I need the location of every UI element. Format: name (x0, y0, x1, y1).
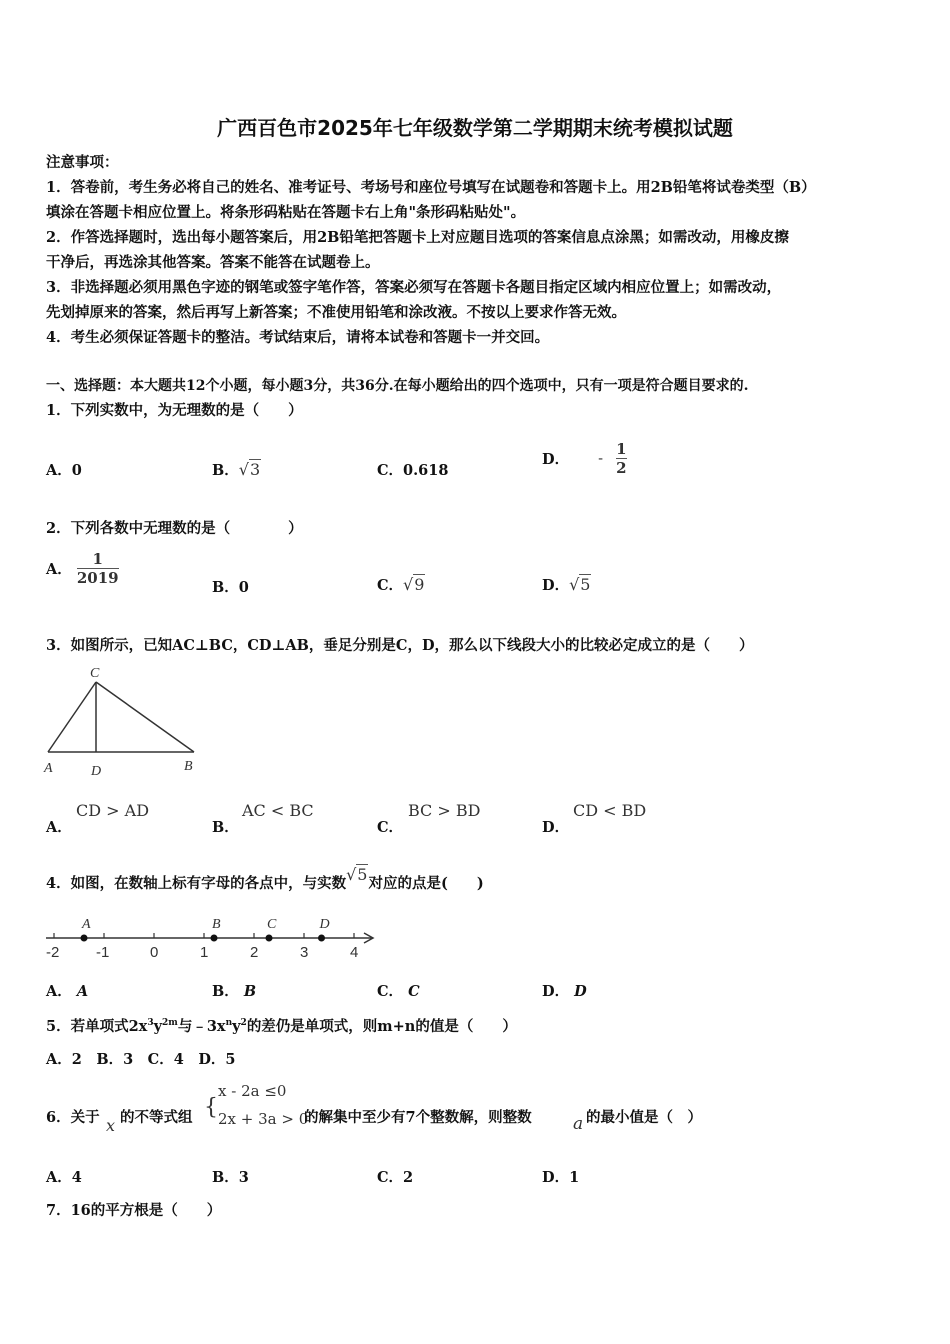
q2-option-c: C．√9 (377, 575, 425, 594)
question-1-stem: 1．下列实数中，为无理数的是（ ） (46, 402, 303, 419)
question-6-stem-post: 的最小值是（ ） (586, 1109, 702, 1126)
label-a: A (44, 761, 53, 776)
sqrt-symbol: √3 (238, 460, 261, 479)
q4-option-d: D． D (542, 983, 587, 1000)
tick-label: 4 (350, 944, 359, 961)
q3-option-a-expr: CD > AD (76, 801, 150, 820)
notice-line: 先划掉原来的答案，然后再写上新答案；不准使用铅笔和涂改液。不按以上要求作答无效。 (46, 304, 626, 321)
label-b: B (184, 759, 193, 774)
q4-option-b: B． B (212, 983, 257, 1000)
brace-symbol: { (204, 1095, 218, 1120)
notice-line: 2．作答选择题时，选出每小题答案后，用2B铅笔把答题卡上对应题目选项的答案信息点涂黑；如需改动，用橡皮擦 (46, 229, 789, 246)
tick-label: -1 (96, 944, 110, 961)
point-label: B (212, 917, 221, 932)
tick-label: 3 (300, 944, 309, 961)
point-label: D (319, 917, 330, 932)
tick-label: 1 (200, 944, 209, 961)
q1-option-d: D． - $\frac{1}{2}$ (542, 440, 627, 477)
point-label: C (267, 917, 277, 932)
question-5-stem: 5．若单项式$2x^3y^{2m}$与$﹣3x^ny^2$的差仍是单项式，则m+n的值是（ ） (46, 1017, 517, 1035)
number-line (40, 912, 380, 964)
q3-option-b: B． (212, 819, 239, 836)
question-6-stem-mid: 的不等式组 (120, 1109, 193, 1126)
question-3-stem: 3．如图所示，已知AC⊥BC，CD⊥AB，垂足分别是C，D，那么以下线段大小的比较必定成立的是（ ） (46, 637, 754, 654)
section-heading: 一、选择题：本大题共12个小题，每小题3分，共36分.在每小题给出的四个选项中，只有一项是符合题目要求的. (46, 378, 749, 394)
inequality-1: x - 2a ≤0 (218, 1082, 287, 1100)
triangle-figure (40, 660, 210, 785)
q6-option-d: D．1 (542, 1169, 580, 1186)
point-label: A (82, 917, 91, 932)
question-6-stem-mid2: 的解集中至少有7个整数解，则整数 (304, 1109, 532, 1126)
point-c (266, 935, 273, 942)
label-c: C (90, 666, 100, 681)
q3-option-d-expr: CD < BD (573, 801, 647, 820)
tick-label: -2 (46, 944, 60, 961)
notice-heading: 注意事项： (46, 154, 119, 171)
tick-label: 0 (150, 944, 159, 961)
question-2-stem: 2．下列各数中无理数的是（ ） (46, 520, 303, 537)
q6-option-b: B．3 (212, 1169, 249, 1186)
label-d: D (91, 764, 102, 779)
q3-option-b-expr: AC < BC (242, 801, 314, 820)
q6-option-a: A．4 (46, 1169, 82, 1186)
q2-option-d: D．√5 (542, 575, 591, 594)
q3-option-a: A． (46, 819, 72, 836)
q4-option-a: A． A (46, 983, 89, 1000)
inequality-2: 2x + 3a > 0 (218, 1110, 309, 1128)
point-a (81, 935, 88, 942)
q2-option-b: B．0 (212, 579, 249, 596)
notice-line: 填涂在答题卡相应位置上。将条形码粘贴在答题卡右上角"条形码粘贴处"。 (46, 204, 526, 221)
var-x: x (106, 1116, 116, 1135)
q6-option-c: C．2 (377, 1169, 414, 1186)
notice-line: 干净后，再选涂其他答案。答案不能答在试题卷上。 (46, 254, 380, 271)
point-d (318, 935, 325, 942)
var-a: a (573, 1114, 584, 1134)
point-b (211, 935, 218, 942)
q1-option-c: C．0.618 (377, 462, 449, 479)
tick-label: 2 (250, 944, 259, 961)
q3-option-c: C． (377, 819, 404, 836)
q4-option-c: C． C (377, 983, 420, 1000)
q3-option-d: D． (542, 819, 570, 836)
question-6-stem-pre: 6．关于 (46, 1109, 100, 1126)
q5-options: A．2 B．3 C．4 D．5 (46, 1051, 236, 1068)
q1-option-a: A．0 (46, 462, 82, 479)
q3-option-c-expr: BC > BD (408, 801, 481, 820)
question-4-stem: 4．如图，在数轴上标有字母的各点中，与实数√5对应的点是( ) (46, 865, 484, 892)
q1-option-b: B．√3 (212, 460, 261, 479)
notice-line: 3．非选择题必须用黑色字迹的钢笔或签字笔作答，答案必须写在答题卡各题目指定区域内相应位置上；如需改动， (46, 279, 782, 296)
q2-option-a: A． $\frac{1}{2019}$ (46, 550, 119, 587)
notice-line: 4．考生必须保证答题卡的整洁。考试结束后，请将本试卷和答题卡一并交回。 (46, 329, 550, 346)
notice-line: 1．答卷前，考生务必将自己的姓名、准考证号、考场号和座位号填写在试题卷和答题卡上。用2B铅笔将试卷类型（B） (46, 179, 816, 196)
question-7-stem: 7．16的平方根是（ ） (46, 1202, 222, 1219)
page-title: 广西百色市2025年七年级数学第二学期期末统考模拟试题 (217, 116, 733, 140)
